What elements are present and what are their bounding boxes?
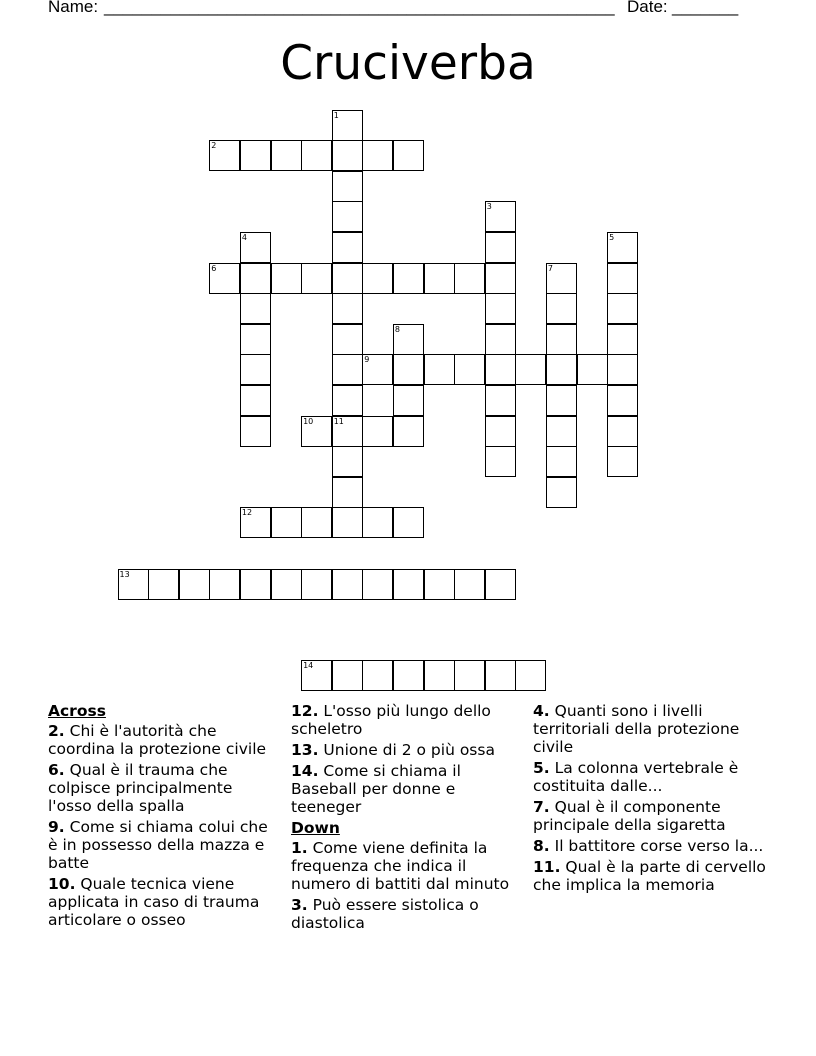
cell-number: 14 <box>303 661 314 671</box>
clue-number: 11. <box>533 858 561 876</box>
cell-number: 12 <box>241 508 253 518</box>
cell-number: 8 <box>394 324 400 334</box>
grid-cell[interactable] <box>332 446 363 477</box>
grid-cell[interactable] <box>332 232 363 263</box>
grid-cell[interactable] <box>546 293 577 324</box>
clues-column-1 <box>48 702 280 932</box>
clue-text: Chi è l'autorità che coordina la protezione civile <box>48 722 267 758</box>
grid-cell[interactable] <box>546 263 577 294</box>
grid-cell[interactable] <box>393 507 424 538</box>
grid-cell[interactable] <box>485 416 516 447</box>
grid-cell[interactable] <box>332 416 363 447</box>
clue-number: 13. <box>291 741 319 759</box>
clue-number: 8. <box>533 837 550 855</box>
clue-text: Unione di 2 o più ossa <box>323 741 495 759</box>
grid-cell[interactable] <box>424 660 455 691</box>
cell-number: 1 <box>333 110 339 120</box>
clues-column-2 <box>291 702 513 935</box>
grid-cell[interactable] <box>393 660 424 691</box>
grid-cell[interactable] <box>332 201 363 232</box>
name-field-line[interactable]: ______________________________________________________ <box>104 0 615 16</box>
grid-cell[interactable] <box>240 569 271 600</box>
grid-cell[interactable] <box>424 354 455 385</box>
grid-cell[interactable] <box>393 569 424 600</box>
grid-cell[interactable] <box>515 660 546 691</box>
cell-number: 6 <box>211 263 217 273</box>
grid-cell[interactable] <box>332 171 363 202</box>
grid-cell[interactable] <box>240 507 271 538</box>
grid-cell[interactable] <box>485 660 516 691</box>
grid-cell[interactable] <box>240 263 271 294</box>
grid-cell[interactable] <box>393 416 424 447</box>
grid-cell[interactable] <box>271 263 302 294</box>
grid-cell[interactable] <box>546 354 577 385</box>
grid-cell[interactable] <box>271 569 302 600</box>
cell-number: 4 <box>241 232 247 242</box>
cell-number: 11 <box>333 416 344 426</box>
cell-number: 5 <box>609 232 615 242</box>
grid-cell[interactable] <box>332 293 363 324</box>
grid-cell[interactable] <box>485 201 516 232</box>
grid-cell[interactable] <box>393 263 424 294</box>
clue-text: Come si chiama colui che è in possesso della mazza e batte <box>48 818 268 872</box>
clue-number: 2. <box>48 722 65 740</box>
grid-cell[interactable] <box>362 140 393 171</box>
clue-text: Può essere sistolica o diastolica <box>291 896 479 932</box>
grid-cell[interactable] <box>209 263 240 294</box>
across-heading: Across <box>48 702 106 720</box>
grid-cell[interactable] <box>209 140 240 171</box>
clue-text: La colonna vertebrale è costituita dalle... <box>533 759 739 795</box>
grid-cell[interactable] <box>332 110 363 141</box>
grid-cell[interactable] <box>393 324 424 355</box>
grid-cell[interactable] <box>362 354 393 385</box>
clue-text: Quanti sono i livelli territoriali della protezione civile <box>533 702 740 756</box>
clue-number: 6. <box>48 761 65 779</box>
clue-number: 5. <box>533 759 550 777</box>
clue-text: Quale tecnica viene applicata in caso di trauma articolare o osseo <box>48 875 260 929</box>
grid-cell[interactable] <box>240 385 271 416</box>
grid-cell[interactable] <box>362 507 393 538</box>
name-label: Name: <box>48 0 99 16</box>
grid-cell[interactable] <box>393 140 424 171</box>
grid-cell[interactable] <box>148 569 179 600</box>
grid-cell[interactable] <box>332 385 363 416</box>
clue-across-9 <box>48 818 280 872</box>
grid-cell[interactable] <box>271 507 302 538</box>
cell-number: 7 <box>547 263 553 273</box>
grid-cell[interactable] <box>424 569 455 600</box>
grid-cell[interactable] <box>240 293 271 324</box>
clue-number: 7. <box>533 798 550 816</box>
grid-cell[interactable] <box>301 507 332 538</box>
cell-number: 10 <box>303 416 314 426</box>
grid-cell[interactable] <box>362 263 393 294</box>
clue-across-2 <box>48 722 280 758</box>
grid-cell[interactable] <box>485 293 516 324</box>
clue-number: 10. <box>48 875 76 893</box>
grid-cell[interactable] <box>301 660 332 691</box>
grid-cell[interactable] <box>240 354 271 385</box>
cell-number: 2 <box>211 141 217 151</box>
clue-across-10 <box>48 875 280 929</box>
grid-cell[interactable] <box>393 385 424 416</box>
clue-text: Qual è il trauma che colpisce principalmente l'osso della spalla <box>48 761 233 815</box>
grid-cell[interactable] <box>332 140 363 171</box>
grid-cell[interactable] <box>209 569 240 600</box>
grid-cell[interactable] <box>332 354 363 385</box>
clue-text: Qual è il componente principale della sigaretta <box>533 798 726 834</box>
grid-cell[interactable] <box>393 354 424 385</box>
grid-cell[interactable] <box>607 263 638 294</box>
grid-cell[interactable] <box>607 354 638 385</box>
grid-cell[interactable] <box>607 446 638 477</box>
clue-text: Il battitore corse verso la... <box>554 837 764 855</box>
grid-cell[interactable] <box>485 354 516 385</box>
grid-cell[interactable] <box>240 140 271 171</box>
clue-number: 3. <box>291 896 308 914</box>
grid-cell[interactable] <box>301 569 332 600</box>
cell-number: 3 <box>486 202 492 212</box>
grid-cell[interactable] <box>515 354 546 385</box>
grid-cell[interactable] <box>240 324 271 355</box>
date-label: Date: <box>627 0 668 16</box>
grid-cell[interactable] <box>240 232 271 263</box>
clue-down-1 <box>291 839 513 893</box>
clue-down-5 <box>533 759 773 795</box>
grid-cell[interactable] <box>362 416 393 447</box>
clue-text: Qual è la parte di cervello che implica la memoria <box>533 858 766 894</box>
grid-cell[interactable] <box>240 416 271 447</box>
grid-cell[interactable] <box>362 660 393 691</box>
grid-cell[interactable] <box>332 569 363 600</box>
grid-cell[interactable] <box>607 416 638 447</box>
clue-down-11 <box>533 858 773 894</box>
grid-cell[interactable] <box>332 263 363 294</box>
clue-number: 4. <box>533 702 550 720</box>
clue-across-13 <box>291 741 513 759</box>
grid-cell[interactable] <box>546 446 577 477</box>
clue-number: 1. <box>291 839 308 857</box>
grid-cell[interactable] <box>301 263 332 294</box>
grid-cell[interactable] <box>546 477 577 508</box>
clue-text: L'osso più lungo dello scheletro <box>291 702 491 738</box>
grid-cell[interactable] <box>485 385 516 416</box>
grid-cell[interactable] <box>454 660 485 691</box>
grid-cell[interactable] <box>301 416 332 447</box>
page-title: Cruciverba <box>280 36 536 91</box>
grid-cell[interactable] <box>607 324 638 355</box>
grid-cell[interactable] <box>271 140 302 171</box>
clues-column-3 <box>533 702 773 897</box>
clue-across-14 <box>291 762 513 816</box>
grid-cell[interactable] <box>454 569 485 600</box>
clue-across-6 <box>48 761 280 815</box>
grid-cell[interactable] <box>607 385 638 416</box>
grid-cell[interactable] <box>485 263 516 294</box>
grid-cell[interactable] <box>485 569 516 600</box>
grid-cell[interactable] <box>332 660 363 691</box>
grid-cell[interactable] <box>454 354 485 385</box>
grid-cell[interactable] <box>332 477 363 508</box>
cell-number: 9 <box>364 355 370 365</box>
cell-number: 13 <box>119 569 130 579</box>
date-field-line[interactable]: _______ <box>672 0 739 16</box>
grid-cell[interactable] <box>332 324 363 355</box>
grid-cell[interactable] <box>454 263 485 294</box>
grid-cell[interactable] <box>301 140 332 171</box>
clue-number: 14. <box>291 762 319 780</box>
grid-cell[interactable] <box>485 446 516 477</box>
grid-cell[interactable] <box>546 385 577 416</box>
clue-down-3 <box>291 896 513 932</box>
clue-number: 9. <box>48 818 65 836</box>
grid-cell[interactable] <box>607 232 638 263</box>
grid-cell[interactable] <box>546 416 577 447</box>
grid-cell[interactable] <box>424 263 455 294</box>
clue-number: 12. <box>291 702 319 720</box>
grid-cell[interactable] <box>546 324 577 355</box>
clue-down-7 <box>533 798 773 834</box>
grid-cell[interactable] <box>577 354 608 385</box>
grid-cell[interactable] <box>362 569 393 600</box>
clue-across-12 <box>291 702 513 738</box>
down-heading: Down <box>291 819 340 837</box>
grid-cell[interactable] <box>485 232 516 263</box>
grid-cell[interactable] <box>118 569 149 600</box>
grid-cell[interactable] <box>179 569 210 600</box>
clue-text: Come viene definita la frequenza che indica il numero di battiti dal minuto <box>291 839 510 893</box>
grid-cell[interactable] <box>332 507 363 538</box>
clue-down-8 <box>533 837 773 855</box>
grid-cell[interactable] <box>607 293 638 324</box>
grid-cell[interactable] <box>485 324 516 355</box>
clue-down-4 <box>533 702 773 756</box>
clue-text: Come si chiama il Baseball per donne e teeneger <box>291 762 461 816</box>
